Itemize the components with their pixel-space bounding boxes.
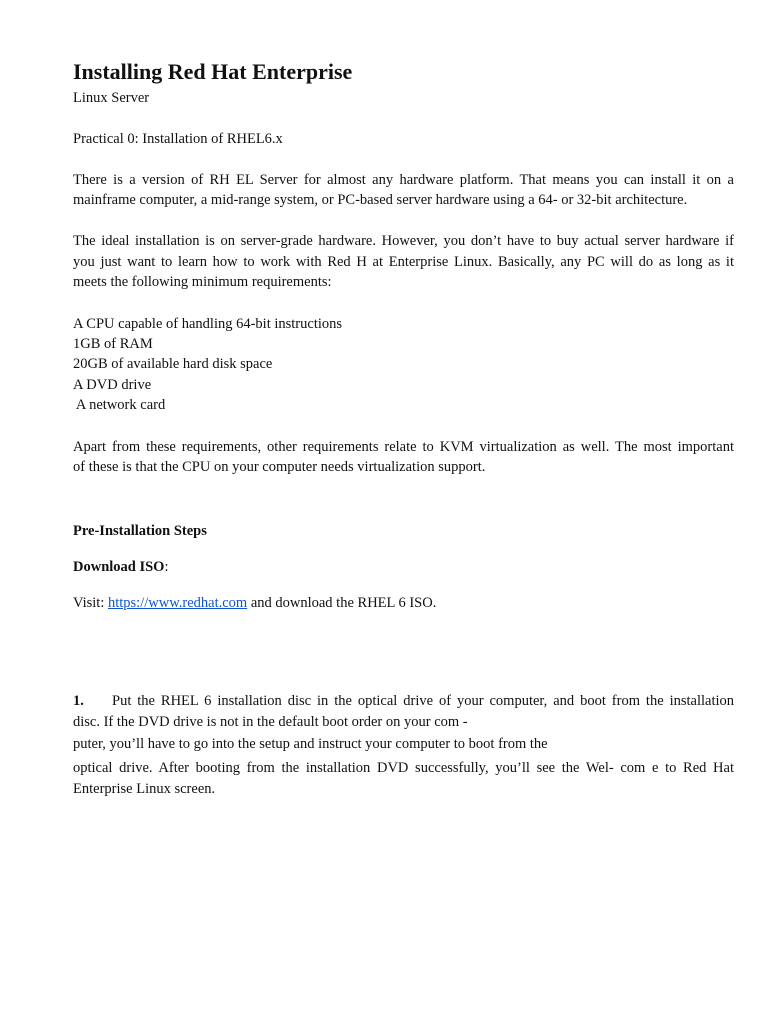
requirement-item-dvd: A DVD drive bbox=[73, 377, 152, 393]
download-iso-label: Download ISO bbox=[73, 559, 165, 575]
step1-line5: Enterprise Linux screen. bbox=[73, 781, 216, 797]
practical-heading: Practical 0: Installation of RHEL6.x bbox=[73, 131, 283, 147]
document-subtitle: Linux Server bbox=[73, 90, 150, 106]
para3-line1: Apart from these requirements, other requirements relate to KVM virtualization as well. The most important bbox=[73, 439, 734, 455]
requirement-item-disk: 20GB of available hard disk space bbox=[73, 356, 273, 372]
visit-prefix: Visit: bbox=[73, 595, 108, 611]
requirement-item-network: A network card bbox=[73, 397, 166, 413]
para3-line2: of these is that the CPU on your computer needs virtualization support. bbox=[73, 459, 486, 475]
requirement-item-ram: 1GB of RAM bbox=[73, 336, 153, 352]
download-iso-colon: : bbox=[164, 559, 169, 575]
para1-line1: There is a version of RH EL Server for almost any hardware platform. That means you can install it on a bbox=[73, 172, 734, 188]
visit-suffix: and download the RHEL 6 ISO. bbox=[247, 595, 437, 611]
download-iso-line bbox=[73, 557, 169, 578]
para2-line2: you just want to learn how to work with Red H at Enterprise Linux. Basically, any PC will do as long as it bbox=[73, 254, 734, 270]
pre-installation-heading: Pre-Installation Steps bbox=[73, 523, 207, 539]
document-title: Installing Red Hat Enterprise bbox=[73, 59, 353, 84]
visit-line bbox=[73, 593, 436, 614]
para1-line2: mainframe computer, a mid-range system, or PC-based server hardware using a 64- or 32-bit architecture. bbox=[73, 192, 688, 208]
step1-line1 bbox=[73, 691, 734, 712]
para2-line1: The ideal installation is on server-grade hardware. However, you don’t have to buy actual server hardware if bbox=[73, 233, 734, 249]
step1-line4: optical drive. After booting from the installation DVD successfully, you’ll see the Wel- com e to Red Hat bbox=[73, 760, 734, 776]
step1-number: 1. bbox=[73, 693, 84, 709]
requirement-item-cpu: A CPU capable of handling 64-bit instructions bbox=[73, 316, 343, 332]
step1-line3: puter, you’ll have to go into the setup and instruct your computer to boot from the bbox=[73, 736, 548, 752]
redhat-link[interactable]: https://www.redhat.com bbox=[107, 595, 248, 611]
step1-line2: disc. If the DVD drive is not in the default boot order on your com - bbox=[73, 714, 468, 730]
step1-line1-text: Put the RHEL 6 installation disc in the optical drive of your computer, and boot from the installation bbox=[112, 693, 734, 709]
para2-line3: meets the following minimum requirements: bbox=[73, 274, 332, 290]
